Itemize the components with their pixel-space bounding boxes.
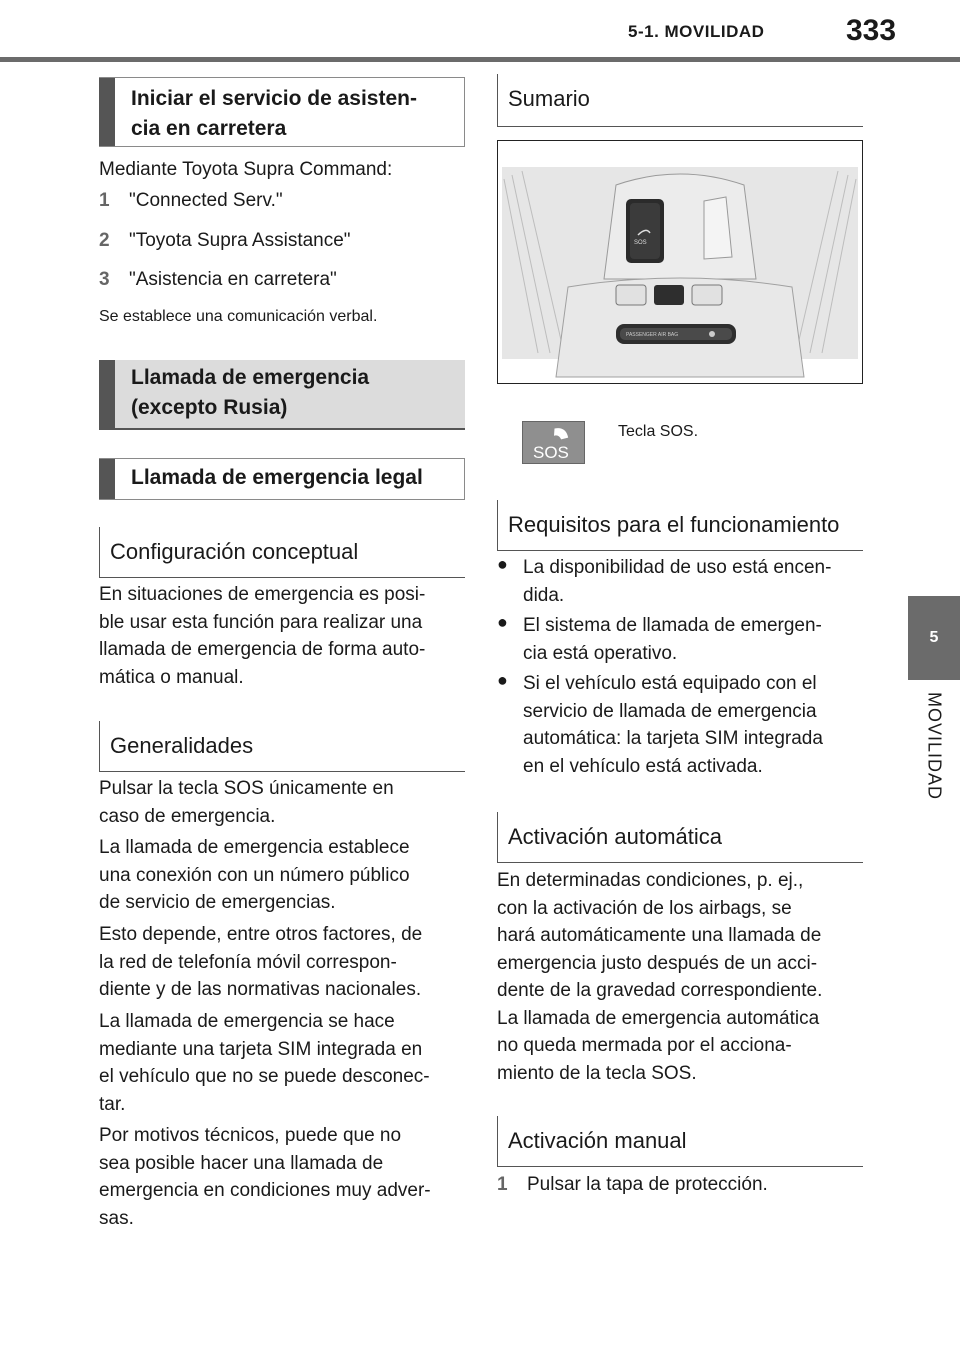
page-number: 333 [846, 14, 897, 47]
manual-step-1 [497, 1171, 863, 1199]
step-note: Se establece una comunicación verbal. [99, 308, 378, 325]
overhead-console-illustration [498, 141, 862, 383]
svg-text:SOS: SOS [634, 240, 647, 246]
emergency-heading: Llamada de emergencia (excepto Rusia) [131, 366, 370, 419]
list-item-text: La disponibilidad de uso está encen- dida. [523, 557, 832, 606]
sos-key-icon [522, 421, 585, 464]
general-paragraph: Esto depende, entre otros factores, de la red de telefonía móvil correspon- diente y de las normativas nacionales. [99, 924, 423, 1000]
chapter-tab [908, 596, 960, 680]
step-1 [99, 187, 465, 215]
roadside-heading: Iniciar el servicio de asisten- cia en carretera [131, 87, 417, 140]
list-item [497, 670, 863, 786]
overhead-console-photo [497, 140, 863, 384]
step-text: "Asistencia en carretera" [129, 269, 337, 290]
intro-text: Mediante Toyota Supra Command: [99, 159, 393, 180]
step-number: 2 [99, 230, 110, 251]
sos-icon-text: SOS [533, 443, 569, 462]
list-item-text: El sistema de llamada de emergen- cia está operativo. [523, 615, 822, 664]
step-number: 1 [497, 1174, 508, 1195]
step-text: "Toyota Supra Assistance" [129, 230, 351, 251]
step-text: "Connected Serv." [129, 190, 283, 211]
svg-text:PASSENGER AIR BAG: PASSENGER AIR BAG [626, 332, 679, 338]
list-item [497, 612, 863, 670]
list-item [497, 554, 863, 612]
chapter-number: 5 [929, 629, 939, 646]
concept-text: En situaciones de emergencia es posi- ble usar esta función para realizar una llamada de emergencia de forma auto- mática o manual. [99, 584, 426, 688]
general-paragraph: Pulsar la tecla SOS únicamente en caso de emergencia. [99, 778, 394, 827]
requirements-heading: Requisitos para el funcionamiento [497, 500, 863, 551]
bullet-icon: ● [497, 612, 508, 632]
legal-heading-box [99, 458, 465, 500]
step-number: 1 [99, 190, 110, 211]
chapter-label: MOVILIDAD [924, 691, 945, 801]
header-rule [0, 57, 960, 62]
step-2 [99, 227, 465, 255]
emergency-heading-box [99, 360, 465, 430]
step-3 [99, 266, 465, 294]
general-paragraph: La llamada de emergencia se hace mediante una tarjeta SIM integrada en el vehículo que no se puede desconec- tar. [99, 1011, 430, 1115]
step-text: Pulsar la tapa de protección. [527, 1174, 768, 1195]
summary-heading: Sumario [497, 74, 863, 127]
list-item-text: Si el vehículo está equipado con el servicio de llamada de emergencia automática: la tarjeta SIM integrada en el vehículo está activada. [523, 673, 823, 777]
general-heading: Generalidades [99, 721, 465, 772]
manual-activation-heading: Activación manual [497, 1116, 863, 1167]
auto-activation-heading: Activación automática [497, 812, 863, 863]
general-paragraph: La llamada de emergencia establece una conexión con un número público de servicio de emergencias. [99, 837, 410, 913]
bullet-icon: ● [497, 554, 508, 574]
bullet-icon: ● [497, 670, 508, 690]
requirements-list [497, 554, 863, 786]
concept-heading: Configuración conceptual [99, 527, 465, 578]
legal-heading: Llamada de emergencia legal [131, 466, 423, 489]
general-paragraph: Por motivos técnicos, puede que no sea posible hacer una llamada de emergencia en condiciones muy adver- sas. [99, 1125, 431, 1229]
auto-activation-text: En determinadas condiciones, p. ej., con la activación de los airbags, se hará automáticamente una llamada de emergencia justo después de un acci- dente de la gravedad correspondiente. La llamada de emergencia automática no queda mermada por el acciona- miento de la tecla SOS. [497, 870, 823, 1084]
sos-caption: Tecla SOS. [618, 423, 699, 440]
section-title: 5-1. MOVILIDAD [628, 22, 765, 41]
step-number: 3 [99, 269, 110, 290]
roadside-heading-box [99, 77, 465, 147]
